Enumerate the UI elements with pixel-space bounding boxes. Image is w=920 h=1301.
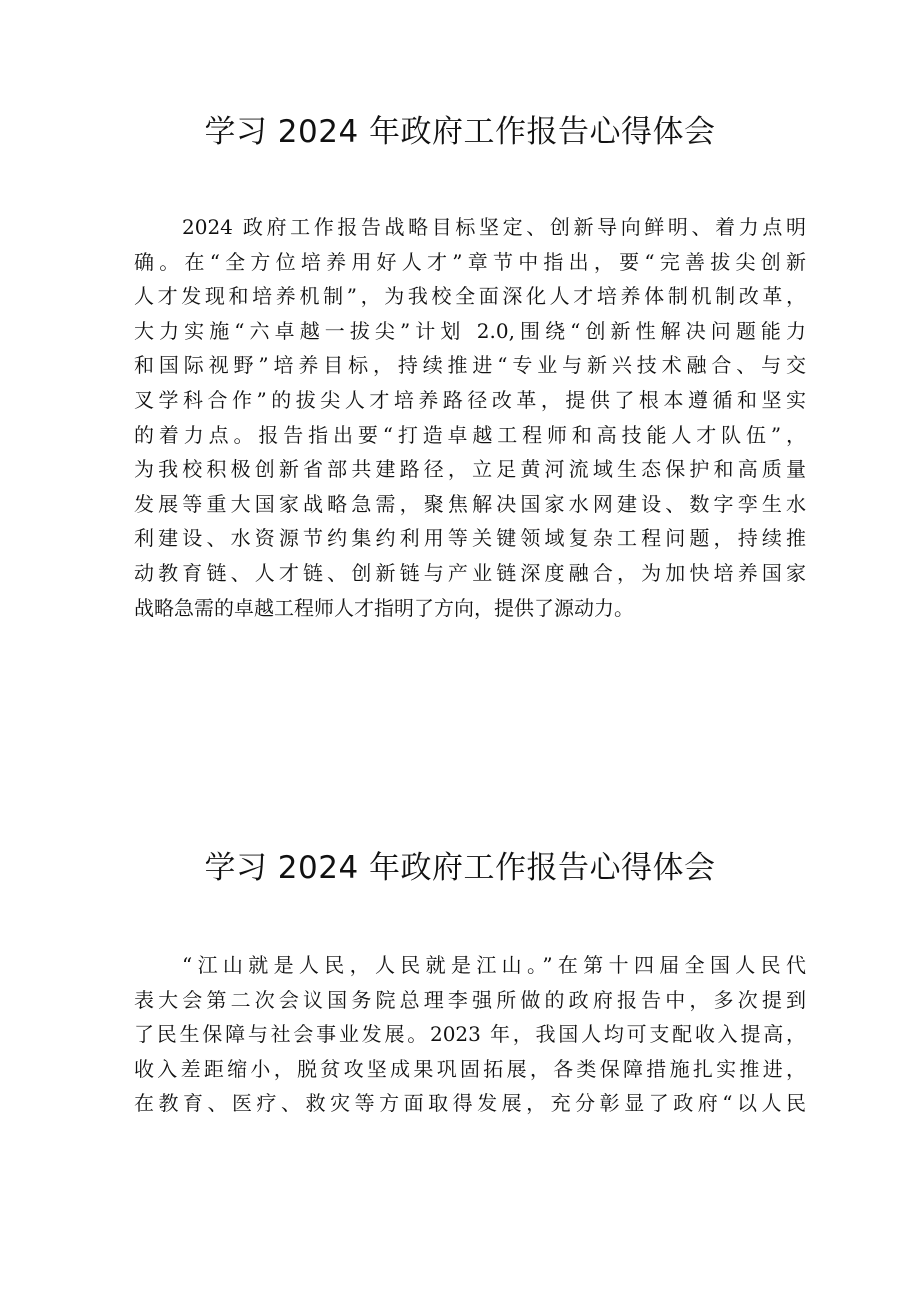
paragraph-line: “江山就是人民，人民就是江山。”在第十四届全国人民代 [182,953,806,977]
paragraph-line: 在教育、医疗、救灾等方面取得发展，充分彰显了政府“以人民 [134,1091,806,1116]
section-paragraph [134,210,806,625]
paragraph-line: 发展等重大国家战略急需，聚焦解决国家水网建设、数字孪生水 [134,491,806,516]
paragraph-line: 收入差距缩小，脱贫攻坚成果巩固拓展，各类保障措施扎实推进， [134,1056,806,1081]
paragraph-line: 战略急需的卓越工程师人才指明了方向，提供了源动力。 [134,595,634,620]
section-title: 学习 2024 年政府工作报告心得体会 [204,114,716,150]
paragraph-line: 为我校积极创新省部共建路径，立足黄河流域生态保护和高质量 [134,457,806,482]
paragraph-line: 利建设、水资源节约集约利用等关键领域复杂工程问题，持续推 [134,526,806,551]
paragraph-line: 大力实施“六卓越一拔尖”计划 2.0,围绕“创新性解决问题能力 [134,318,806,343]
paragraph-line: 的着力点。报告指出要“打造卓越工程师和高技能人才队伍”， [134,422,806,447]
paragraph-line: 叉学科合作”的拔尖人才培养路径改革，提供了根本遵循和坚实 [134,387,806,412]
paragraph-line: 了民生保障与社会事业发展。2023 年，我国人均可支配收入提高， [134,1022,806,1047]
paragraph-line: 人才发现和培养机制”，为我校全面深化人才培养体制机制改革， [134,284,806,309]
section-paragraph [134,948,806,1121]
section-title: 学习 2024 年政府工作报告心得体会 [204,850,716,886]
paragraph-line: 表大会第二次会议国务院总理李强所做的政府报告中，多次提到 [134,987,806,1012]
paragraph-line: 确。在“全方位培养用好人才”章节中指出，要“完善拔尖创新 [134,249,806,274]
paragraph-line: 2024 政府工作报告战略目标坚定、创新导向鲜明、着力点明 [182,215,806,239]
paragraph-line: 动教育链、人才链、创新链与产业链深度融合，为加快培养国家 [134,560,806,585]
paragraph-line: 和国际视野”培养目标，持续推进“专业与新兴技术融合、与交 [134,353,806,378]
